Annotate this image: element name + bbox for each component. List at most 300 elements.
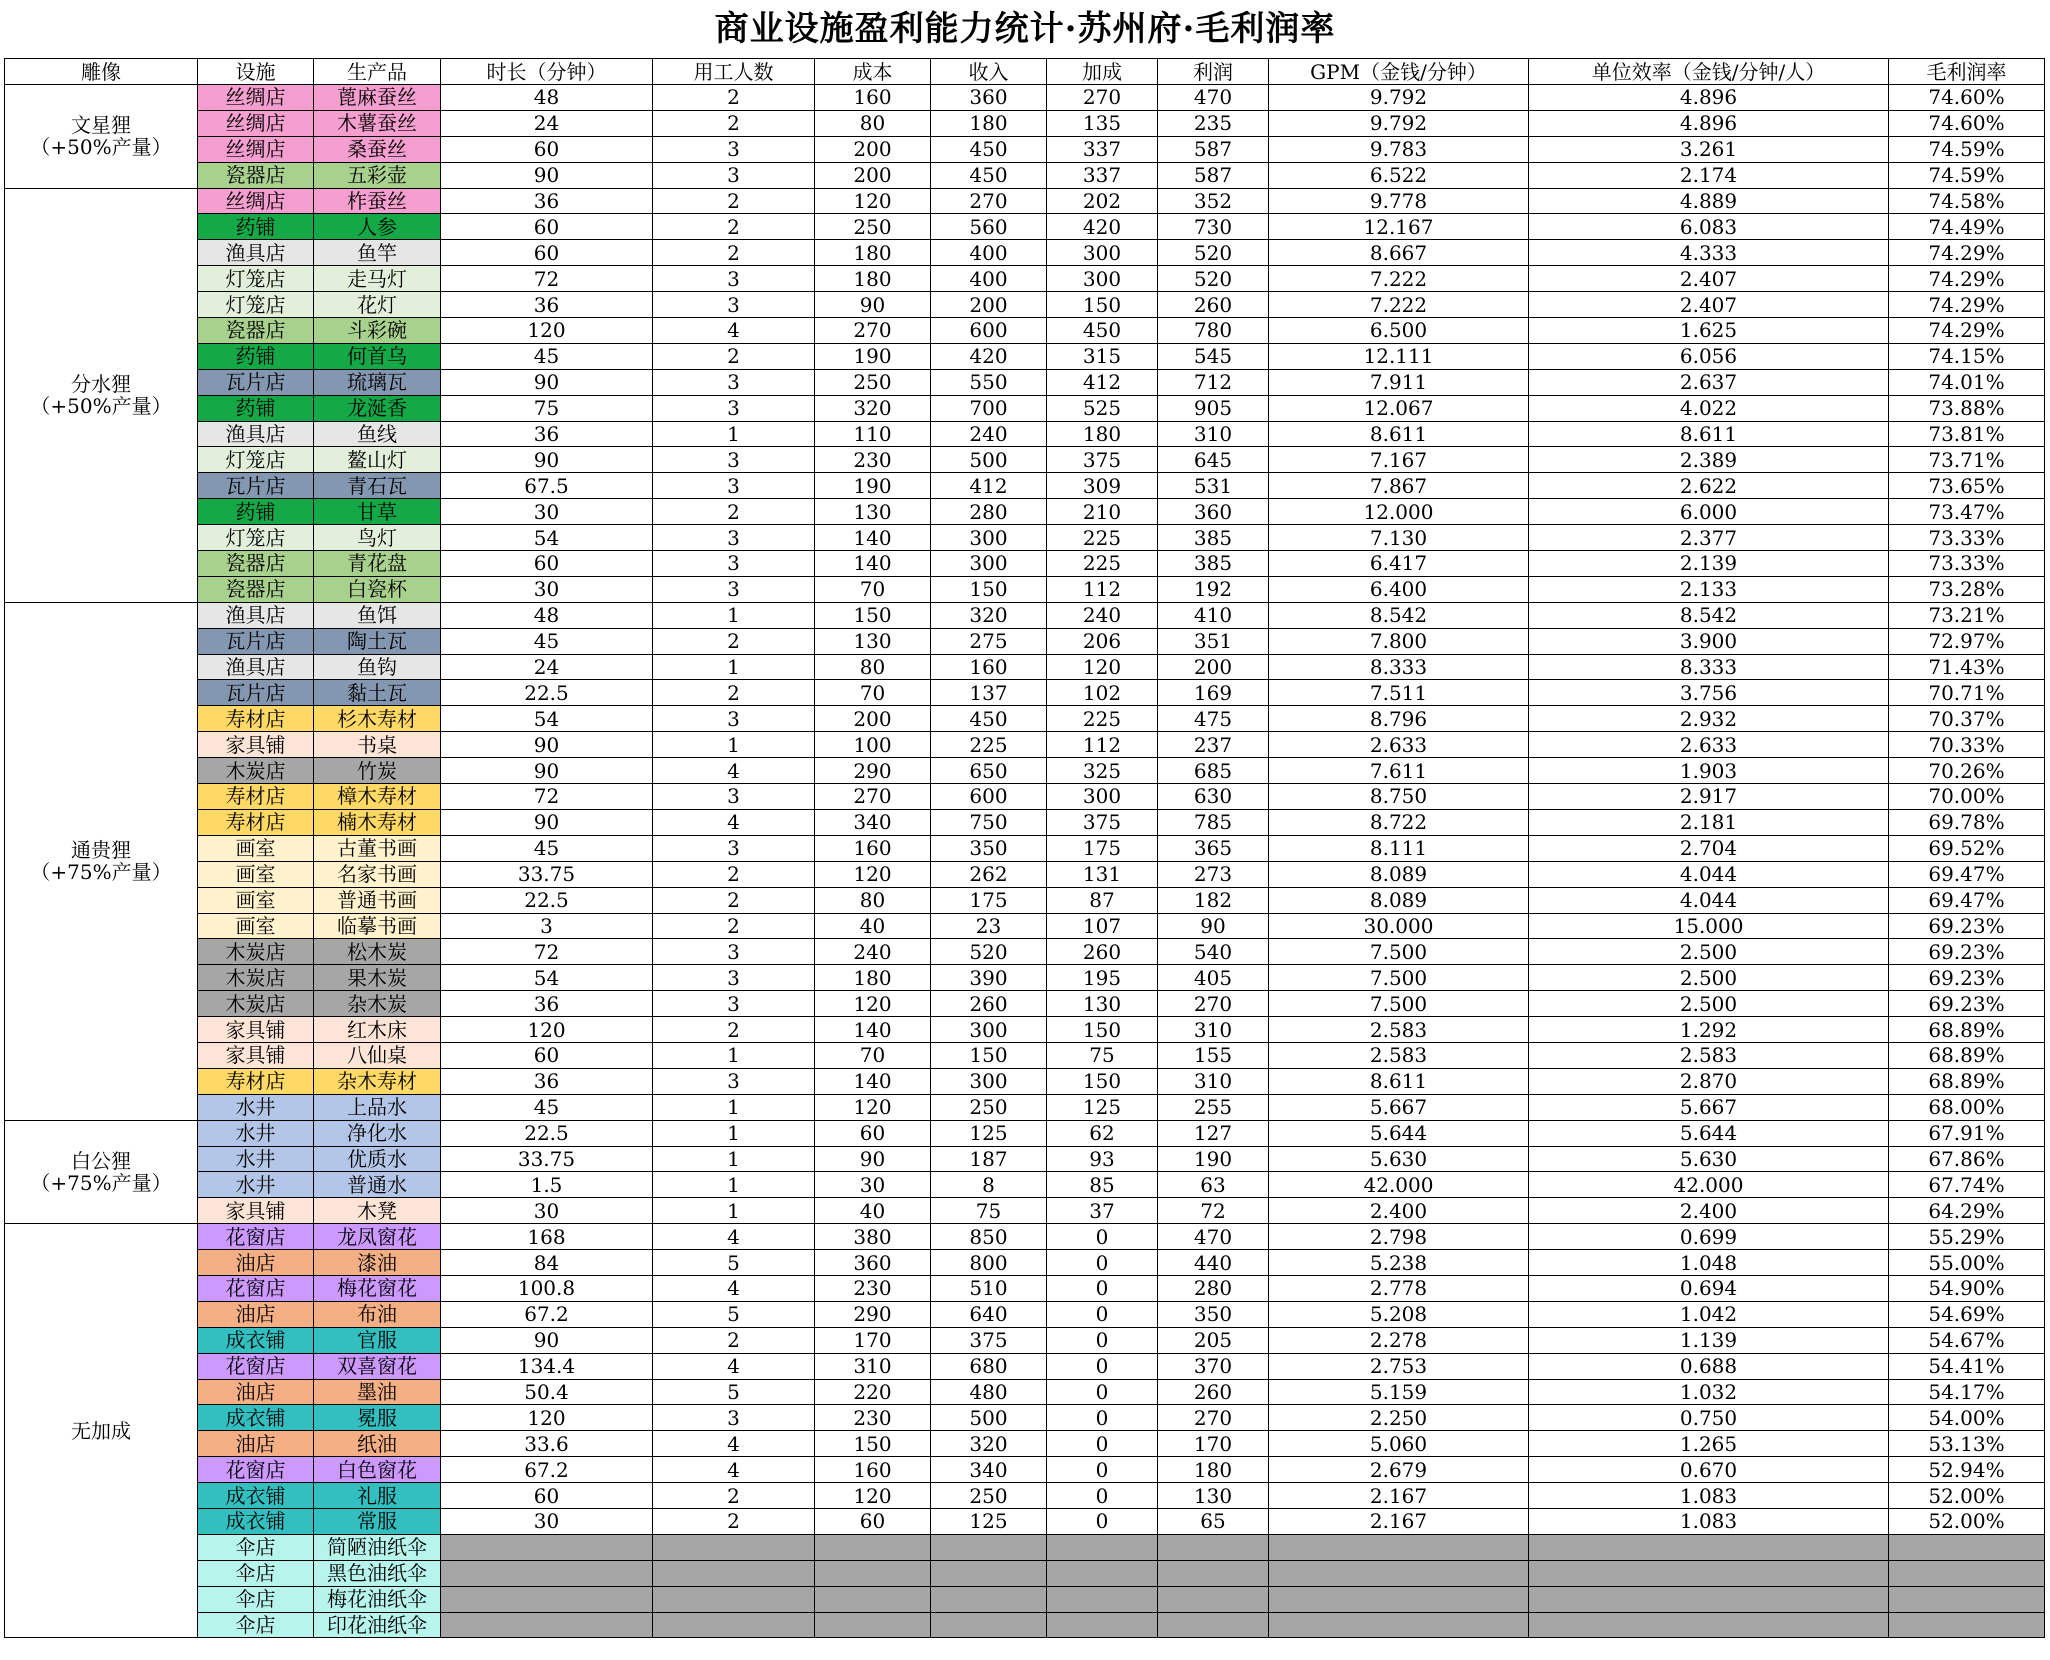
value-cell[interactable]: 150 (815, 1431, 931, 1457)
value-cell[interactable]: 140 (815, 1068, 931, 1094)
value-cell[interactable]: 15.000 (1529, 913, 1889, 939)
value-cell[interactable]: 470 (1158, 85, 1269, 111)
value-cell[interactable]: 130 (1047, 991, 1158, 1017)
value-cell[interactable]: 69.23% (1889, 939, 2045, 965)
value-cell[interactable]: 9.792 (1269, 85, 1529, 111)
value-cell[interactable]: 0 (1047, 1250, 1158, 1276)
value-cell[interactable]: 55.29% (1889, 1224, 2045, 1250)
value-cell[interactable]: 2.181 (1529, 809, 1889, 835)
value-cell[interactable]: 3 (653, 162, 815, 188)
value-cell[interactable]: 365 (1158, 835, 1269, 861)
value-cell[interactable]: 54 (441, 706, 653, 732)
facility-cell[interactable]: 瓦片店 (198, 369, 314, 395)
value-cell[interactable]: 7.130 (1269, 525, 1529, 551)
value-cell[interactable]: 220 (815, 1379, 931, 1405)
value-cell[interactable]: 2 (653, 1508, 815, 1534)
value-cell[interactable]: 7.911 (1269, 369, 1529, 395)
value-cell[interactable]: 73.33% (1889, 551, 2045, 577)
value-cell[interactable]: 112 (1047, 576, 1158, 602)
value-cell[interactable]: 3 (653, 551, 815, 577)
value-cell[interactable]: 2.778 (1269, 1275, 1529, 1301)
value-cell[interactable]: 0 (1047, 1379, 1158, 1405)
value-cell[interactable]: 187 (931, 1146, 1047, 1172)
value-cell[interactable]: 60 (815, 1508, 931, 1534)
value-cell[interactable]: 140 (815, 551, 931, 577)
value-cell[interactable]: 5.644 (1269, 1120, 1529, 1146)
value-cell[interactable]: 2.167 (1269, 1508, 1529, 1534)
value-cell[interactable]: 7.222 (1269, 266, 1529, 292)
col-header[interactable]: 雕像 (5, 59, 198, 85)
value-cell[interactable]: 60 (441, 551, 653, 577)
value-cell[interactable]: 30 (815, 1172, 931, 1198)
value-cell[interactable]: 67.86% (1889, 1146, 2045, 1172)
value-cell[interactable]: 260 (1047, 939, 1158, 965)
value-cell[interactable]: 550 (931, 369, 1047, 395)
value-cell[interactable]: 8.111 (1269, 835, 1529, 861)
value-cell[interactable]: 712 (1158, 369, 1269, 395)
value-cell[interactable]: 150 (1047, 1068, 1158, 1094)
product-cell[interactable]: 布油 (314, 1301, 441, 1327)
value-cell[interactable]: 73.33% (1889, 525, 2045, 551)
value-cell[interactable]: 255 (1158, 1094, 1269, 1120)
product-cell[interactable]: 普通书画 (314, 887, 441, 913)
value-cell[interactable]: 73.28% (1889, 576, 2045, 602)
value-cell[interactable]: 90 (441, 809, 653, 835)
value-cell[interactable]: 100.8 (441, 1275, 653, 1301)
value-cell[interactable]: 1 (653, 1042, 815, 1068)
value-cell[interactable]: 7.800 (1269, 628, 1529, 654)
facility-cell[interactable]: 油店 (198, 1379, 314, 1405)
empty-cell[interactable] (815, 1612, 931, 1638)
facility-cell[interactable]: 瓷器店 (198, 551, 314, 577)
value-cell[interactable]: 4.044 (1529, 861, 1889, 887)
facility-cell[interactable]: 花窗店 (198, 1224, 314, 1250)
facility-cell[interactable]: 家具铺 (198, 1198, 314, 1224)
empty-cell[interactable] (931, 1534, 1047, 1560)
value-cell[interactable]: 2.583 (1269, 1042, 1529, 1068)
value-cell[interactable]: 850 (931, 1224, 1047, 1250)
value-cell[interactable]: 69.23% (1889, 991, 2045, 1017)
value-cell[interactable]: 54.90% (1889, 1275, 2045, 1301)
facility-cell[interactable]: 丝绸店 (198, 188, 314, 214)
value-cell[interactable]: 200 (815, 136, 931, 162)
value-cell[interactable]: 5.630 (1269, 1146, 1529, 1172)
value-cell[interactable]: 69.47% (1889, 861, 2045, 887)
value-cell[interactable]: 640 (931, 1301, 1047, 1327)
product-cell[interactable]: 纸油 (314, 1431, 441, 1457)
value-cell[interactable]: 73.81% (1889, 421, 2045, 447)
value-cell[interactable]: 6.417 (1269, 551, 1529, 577)
value-cell[interactable]: 500 (931, 447, 1047, 473)
product-cell[interactable]: 红木床 (314, 1017, 441, 1043)
value-cell[interactable]: 180 (815, 266, 931, 292)
empty-cell[interactable] (1529, 1586, 1889, 1612)
empty-cell[interactable] (653, 1534, 815, 1560)
value-cell[interactable]: 7.500 (1269, 965, 1529, 991)
facility-cell[interactable]: 木炭店 (198, 991, 314, 1017)
value-cell[interactable]: 45 (441, 1094, 653, 1120)
value-cell[interactable]: 4 (653, 758, 815, 784)
value-cell[interactable]: 4.896 (1529, 110, 1889, 136)
value-cell[interactable]: 137 (931, 680, 1047, 706)
value-cell[interactable]: 195 (1047, 965, 1158, 991)
value-cell[interactable]: 125 (931, 1508, 1047, 1534)
value-cell[interactable]: 420 (1047, 214, 1158, 240)
empty-cell[interactable] (441, 1560, 653, 1586)
value-cell[interactable]: 2.932 (1529, 706, 1889, 732)
value-cell[interactable]: 2.250 (1269, 1405, 1529, 1431)
value-cell[interactable]: 60 (441, 1042, 653, 1068)
value-cell[interactable]: 230 (815, 1275, 931, 1301)
empty-cell[interactable] (1889, 1612, 2045, 1638)
value-cell[interactable]: 5.667 (1269, 1094, 1529, 1120)
value-cell[interactable]: 2.637 (1529, 369, 1889, 395)
value-cell[interactable]: 5.208 (1269, 1301, 1529, 1327)
value-cell[interactable]: 8.722 (1269, 809, 1529, 835)
product-cell[interactable]: 龙凤窗花 (314, 1224, 441, 1250)
empty-cell[interactable] (1889, 1586, 2045, 1612)
value-cell[interactable]: 730 (1158, 214, 1269, 240)
value-cell[interactable]: 168 (441, 1224, 653, 1250)
value-cell[interactable]: 290 (815, 1301, 931, 1327)
facility-cell[interactable]: 寿材店 (198, 784, 314, 810)
value-cell[interactable]: 36 (441, 188, 653, 214)
facility-cell[interactable]: 油店 (198, 1250, 314, 1276)
value-cell[interactable]: 2.407 (1529, 292, 1889, 318)
value-cell[interactable]: 74.15% (1889, 343, 2045, 369)
value-cell[interactable]: 2 (653, 913, 815, 939)
value-cell[interactable]: 531 (1158, 473, 1269, 499)
facility-cell[interactable]: 成衣铺 (198, 1405, 314, 1431)
value-cell[interactable]: 202 (1047, 188, 1158, 214)
value-cell[interactable]: 270 (931, 188, 1047, 214)
col-header[interactable]: 毛利润率 (1889, 59, 2045, 85)
value-cell[interactable]: 127 (1158, 1120, 1269, 1146)
value-cell[interactable]: 3 (653, 576, 815, 602)
value-cell[interactable]: 2 (653, 1017, 815, 1043)
empty-cell[interactable] (441, 1612, 653, 1638)
value-cell[interactable]: 310 (1158, 1017, 1269, 1043)
value-cell[interactable]: 1 (653, 1146, 815, 1172)
value-cell[interactable]: 7.500 (1269, 991, 1529, 1017)
facility-cell[interactable]: 花窗店 (198, 1275, 314, 1301)
value-cell[interactable]: 45 (441, 835, 653, 861)
value-cell[interactable]: 270 (1158, 991, 1269, 1017)
value-cell[interactable]: 22.5 (441, 887, 653, 913)
value-cell[interactable]: 69.78% (1889, 809, 2045, 835)
value-cell[interactable]: 67.5 (441, 473, 653, 499)
value-cell[interactable]: 5.238 (1269, 1250, 1529, 1276)
product-cell[interactable]: 甘草 (314, 499, 441, 525)
facility-cell[interactable]: 瓷器店 (198, 162, 314, 188)
value-cell[interactable]: 160 (815, 85, 931, 111)
value-cell[interactable]: 12.067 (1269, 395, 1529, 421)
facility-cell[interactable]: 木炭店 (198, 939, 314, 965)
value-cell[interactable]: 450 (1047, 318, 1158, 344)
value-cell[interactable]: 2 (653, 499, 815, 525)
value-cell[interactable]: 4.896 (1529, 85, 1889, 111)
value-cell[interactable]: 0.750 (1529, 1405, 1889, 1431)
product-cell[interactable]: 杂木寿材 (314, 1068, 441, 1094)
value-cell[interactable]: 2.870 (1529, 1068, 1889, 1094)
product-cell[interactable]: 梅花窗花 (314, 1275, 441, 1301)
value-cell[interactable]: 0 (1047, 1483, 1158, 1509)
product-cell[interactable]: 果木炭 (314, 965, 441, 991)
value-cell[interactable]: 2 (653, 887, 815, 913)
value-cell[interactable]: 375 (1047, 809, 1158, 835)
value-cell[interactable]: 240 (1047, 602, 1158, 628)
product-cell[interactable]: 墨油 (314, 1379, 441, 1405)
value-cell[interactable]: 2.917 (1529, 784, 1889, 810)
value-cell[interactable]: 3.261 (1529, 136, 1889, 162)
value-cell[interactable]: 135 (1047, 110, 1158, 136)
product-cell[interactable]: 琉璃瓦 (314, 369, 441, 395)
value-cell[interactable]: 3 (653, 369, 815, 395)
product-cell[interactable]: 斗彩碗 (314, 318, 441, 344)
value-cell[interactable]: 74.59% (1889, 136, 2045, 162)
value-cell[interactable]: 412 (1047, 369, 1158, 395)
value-cell[interactable]: 125 (1047, 1094, 1158, 1120)
facility-cell[interactable]: 成衣铺 (198, 1508, 314, 1534)
value-cell[interactable]: 510 (931, 1275, 1047, 1301)
value-cell[interactable]: 230 (815, 1405, 931, 1431)
product-cell[interactable]: 临摹书画 (314, 913, 441, 939)
product-cell[interactable]: 上品水 (314, 1094, 441, 1120)
value-cell[interactable]: 37 (1047, 1198, 1158, 1224)
value-cell[interactable]: 1.292 (1529, 1017, 1889, 1043)
value-cell[interactable]: 8.333 (1529, 654, 1889, 680)
empty-cell[interactable] (1269, 1560, 1529, 1586)
product-cell[interactable]: 简陋油纸伞 (314, 1534, 441, 1560)
value-cell[interactable]: 262 (931, 861, 1047, 887)
facility-cell[interactable]: 水井 (198, 1146, 314, 1172)
facility-cell[interactable]: 药铺 (198, 343, 314, 369)
col-header[interactable]: 收入 (931, 59, 1047, 85)
facility-cell[interactable]: 寿材店 (198, 1068, 314, 1094)
col-header[interactable]: 成本 (815, 59, 931, 85)
value-cell[interactable]: 75 (1047, 1042, 1158, 1068)
value-cell[interactable]: 1.5 (441, 1172, 653, 1198)
empty-cell[interactable] (1889, 1534, 2045, 1560)
value-cell[interactable]: 8.796 (1269, 706, 1529, 732)
value-cell[interactable]: 155 (1158, 1042, 1269, 1068)
value-cell[interactable]: 12.000 (1269, 499, 1529, 525)
value-cell[interactable]: 230 (815, 447, 931, 473)
value-cell[interactable]: 64.29% (1889, 1198, 2045, 1224)
value-cell[interactable]: 120 (441, 1017, 653, 1043)
value-cell[interactable]: 140 (815, 525, 931, 551)
product-cell[interactable]: 杂木炭 (314, 991, 441, 1017)
value-cell[interactable]: 1.265 (1529, 1431, 1889, 1457)
value-cell[interactable]: 71.43% (1889, 654, 2045, 680)
value-cell[interactable]: 67.74% (1889, 1172, 2045, 1198)
value-cell[interactable]: 150 (931, 576, 1047, 602)
value-cell[interactable]: 320 (815, 395, 931, 421)
value-cell[interactable]: 337 (1047, 136, 1158, 162)
value-cell[interactable]: 785 (1158, 809, 1269, 835)
value-cell[interactable]: 310 (815, 1353, 931, 1379)
empty-cell[interactable] (1158, 1534, 1269, 1560)
value-cell[interactable]: 270 (1158, 1405, 1269, 1431)
facility-cell[interactable]: 家具铺 (198, 732, 314, 758)
value-cell[interactable]: 540 (1158, 939, 1269, 965)
facility-cell[interactable]: 渔具店 (198, 654, 314, 680)
value-cell[interactable]: 206 (1047, 628, 1158, 654)
value-cell[interactable]: 90 (815, 1146, 931, 1172)
value-cell[interactable]: 0 (1047, 1457, 1158, 1483)
empty-cell[interactable] (1047, 1586, 1158, 1612)
product-cell[interactable]: 黏土瓦 (314, 680, 441, 706)
value-cell[interactable]: 250 (815, 369, 931, 395)
value-cell[interactable]: 1.625 (1529, 318, 1889, 344)
value-cell[interactable]: 170 (815, 1327, 931, 1353)
value-cell[interactable]: 45 (441, 628, 653, 654)
value-cell[interactable]: 150 (815, 602, 931, 628)
value-cell[interactable]: 90 (441, 732, 653, 758)
value-cell[interactable]: 780 (1158, 318, 1269, 344)
product-cell[interactable]: 鱼饵 (314, 602, 441, 628)
facility-cell[interactable]: 水井 (198, 1120, 314, 1146)
value-cell[interactable]: 63 (1158, 1172, 1269, 1198)
value-cell[interactable]: 300 (931, 1017, 1047, 1043)
value-cell[interactable]: 0 (1047, 1301, 1158, 1327)
value-cell[interactable]: 320 (931, 1431, 1047, 1457)
empty-cell[interactable] (441, 1534, 653, 1560)
value-cell[interactable]: 2.174 (1529, 162, 1889, 188)
value-cell[interactable]: 48 (441, 602, 653, 628)
value-cell[interactable]: 8.667 (1269, 240, 1529, 266)
empty-cell[interactable] (653, 1612, 815, 1638)
value-cell[interactable]: 4.333 (1529, 240, 1889, 266)
product-cell[interactable]: 五彩壶 (314, 162, 441, 188)
value-cell[interactable]: 240 (815, 939, 931, 965)
value-cell[interactable]: 70 (815, 680, 931, 706)
value-cell[interactable]: 0.699 (1529, 1224, 1889, 1250)
value-cell[interactable]: 2.139 (1529, 551, 1889, 577)
value-cell[interactable]: 3 (653, 706, 815, 732)
facility-cell[interactable]: 药铺 (198, 214, 314, 240)
value-cell[interactable]: 2 (653, 240, 815, 266)
empty-cell[interactable] (1158, 1560, 1269, 1586)
value-cell[interactable]: 370 (1158, 1353, 1269, 1379)
value-cell[interactable]: 9.783 (1269, 136, 1529, 162)
empty-cell[interactable] (1529, 1612, 1889, 1638)
value-cell[interactable]: 65 (1158, 1508, 1269, 1534)
facility-cell[interactable]: 丝绸店 (198, 110, 314, 136)
value-cell[interactable]: 3 (653, 784, 815, 810)
col-header[interactable]: 生产品 (314, 59, 441, 85)
value-cell[interactable]: 500 (931, 1405, 1047, 1431)
value-cell[interactable]: 750 (931, 809, 1047, 835)
value-cell[interactable]: 320 (931, 602, 1047, 628)
product-cell[interactable]: 优质水 (314, 1146, 441, 1172)
value-cell[interactable]: 7.511 (1269, 680, 1529, 706)
product-cell[interactable]: 花灯 (314, 292, 441, 318)
value-cell[interactable]: 60 (441, 136, 653, 162)
value-cell[interactable]: 74.29% (1889, 292, 2045, 318)
value-cell[interactable]: 120 (815, 991, 931, 1017)
value-cell[interactable]: 380 (815, 1224, 931, 1250)
value-cell[interactable]: 450 (931, 136, 1047, 162)
statue-cell[interactable] (5, 602, 198, 1120)
value-cell[interactable]: 36 (441, 991, 653, 1017)
value-cell[interactable]: 325 (1047, 758, 1158, 784)
value-cell[interactable]: 3 (653, 136, 815, 162)
facility-cell[interactable]: 木炭店 (198, 758, 314, 784)
value-cell[interactable]: 9.778 (1269, 188, 1529, 214)
value-cell[interactable]: 30 (441, 499, 653, 525)
col-header[interactable]: 加成 (1047, 59, 1158, 85)
product-cell[interactable]: 古董书画 (314, 835, 441, 861)
value-cell[interactable]: 680 (931, 1353, 1047, 1379)
value-cell[interactable]: 4.044 (1529, 887, 1889, 913)
value-cell[interactable]: 420 (931, 343, 1047, 369)
value-cell[interactable]: 270 (815, 784, 931, 810)
value-cell[interactable]: 2 (653, 1327, 815, 1353)
value-cell[interactable]: 30.000 (1269, 913, 1529, 939)
product-cell[interactable]: 常服 (314, 1508, 441, 1534)
value-cell[interactable]: 1 (653, 1094, 815, 1120)
facility-cell[interactable]: 丝绸店 (198, 136, 314, 162)
facility-cell[interactable]: 渔具店 (198, 602, 314, 628)
value-cell[interactable]: 90 (441, 369, 653, 395)
value-cell[interactable]: 70.00% (1889, 784, 2045, 810)
value-cell[interactable]: 33.75 (441, 861, 653, 887)
value-cell[interactable]: 70 (815, 576, 931, 602)
value-cell[interactable]: 4 (653, 1353, 815, 1379)
value-cell[interactable]: 8.333 (1269, 654, 1529, 680)
value-cell[interactable]: 8.542 (1529, 602, 1889, 628)
product-cell[interactable]: 官服 (314, 1327, 441, 1353)
value-cell[interactable]: 54.00% (1889, 1405, 2045, 1431)
value-cell[interactable]: 8 (931, 1172, 1047, 1198)
value-cell[interactable]: 545 (1158, 343, 1269, 369)
value-cell[interactable]: 50.4 (441, 1379, 653, 1405)
col-header[interactable]: 时长（分钟） (441, 59, 653, 85)
value-cell[interactable]: 180 (931, 110, 1047, 136)
value-cell[interactable]: 42.000 (1269, 1172, 1529, 1198)
facility-cell[interactable]: 油店 (198, 1301, 314, 1327)
value-cell[interactable]: 2.389 (1529, 447, 1889, 473)
value-cell[interactable]: 40 (815, 1198, 931, 1224)
value-cell[interactable]: 2 (653, 85, 815, 111)
value-cell[interactable]: 2.704 (1529, 835, 1889, 861)
value-cell[interactable]: 69.47% (1889, 887, 2045, 913)
value-cell[interactable]: 80 (815, 654, 931, 680)
value-cell[interactable]: 74.58% (1889, 188, 2045, 214)
value-cell[interactable]: 74.60% (1889, 85, 2045, 111)
value-cell[interactable]: 4 (653, 1457, 815, 1483)
col-header[interactable]: 设施 (198, 59, 314, 85)
value-cell[interactable]: 205 (1158, 1327, 1269, 1353)
value-cell[interactable]: 0.670 (1529, 1457, 1889, 1483)
value-cell[interactable]: 225 (1047, 706, 1158, 732)
value-cell[interactable]: 0 (1047, 1508, 1158, 1534)
statue-cell[interactable] (5, 1224, 198, 1638)
value-cell[interactable]: 4 (653, 809, 815, 835)
product-cell[interactable]: 青石瓦 (314, 473, 441, 499)
value-cell[interactable]: 315 (1047, 343, 1158, 369)
value-cell[interactable]: 52.00% (1889, 1508, 2045, 1534)
product-cell[interactable]: 人参 (314, 214, 441, 240)
value-cell[interactable]: 87 (1047, 887, 1158, 913)
product-cell[interactable]: 松木炭 (314, 939, 441, 965)
facility-cell[interactable]: 木炭店 (198, 965, 314, 991)
value-cell[interactable]: 190 (815, 343, 931, 369)
value-cell[interactable]: 2.798 (1269, 1224, 1529, 1250)
value-cell[interactable]: 2 (653, 110, 815, 136)
value-cell[interactable]: 645 (1158, 447, 1269, 473)
